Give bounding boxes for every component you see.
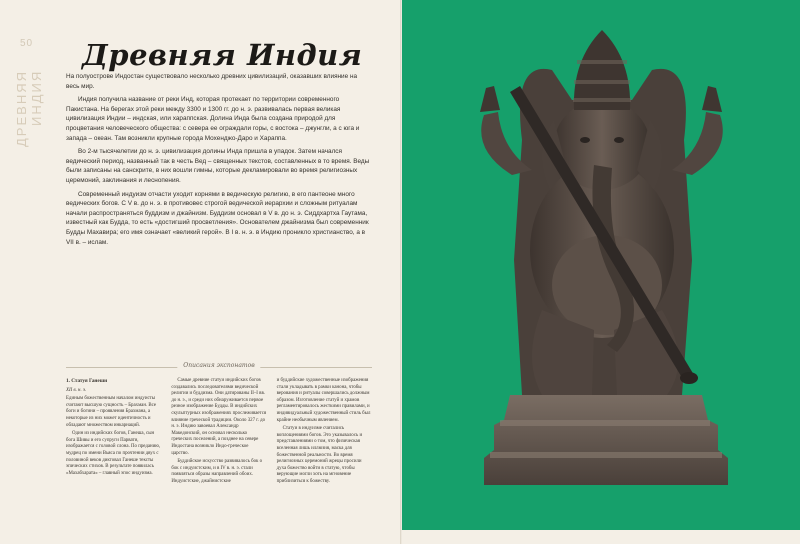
crown-band [577, 60, 627, 64]
caption-paragraph: Один из индийских богов, Ганеша, сын бога Шивы и его супруги Парвати, изображается с головой слона. По преданию, мудрец по имени Вьяса по прочтении двух с половиной веков диктовал Ганеше тексты эпических стихов. В результате появилась «Махабхарата» – главный эпос индуизма. [66, 431, 161, 476]
running-head: ДРЕВНЯЯ ИНДИЯ [14, 70, 44, 147]
paragraph-3: Во 2-м тысячелетии до н. э. цивилизация долины Инда пришла в упадок. Затем начался ведический период, названный так в честь Вед – священных текстов, составленных в то время. Веды были записаны на санскрите, в них вошли гимны, которые декламировали во время религиозных церемоний, заклинания и леснопения. [66, 148, 370, 184]
left-eye [580, 137, 590, 143]
caption-column-2 [171, 378, 266, 488]
caption-paragraph: и буддийские художественные изображения стали укладывать в рамки канона, чтобы верования и ритуалы совершались должным образом. Изготовление статуй и храмов регламентировалось жесткими правилами, и индивидуальный художественный стиль был крайне необычным явлением. [276, 378, 371, 423]
left-hand-shape [480, 86, 500, 112]
staff-end [680, 372, 698, 384]
right-page [402, 0, 800, 544]
caption-paragraph: Самые древние статуи индийских богов создавались последователями ведической религии и буддизма. Они датированы II–I вв. до н. э., и среди них обнаруживается первое резное изображение Будды. В индийских скульптурных изображениях прослеживается влияние греческой традиции. Около 327 г. до н. э. Индию завоевал Александр Македонский, он основал несколько греческих поселений, а позднее на севере Индостана возникло Индо-греческое царство. [171, 378, 267, 456]
captions-header [66, 362, 372, 372]
paragraph-1: На полуострове Индостан существовало несколько древних цивилизаций, оказавших влияние на весь мир. [66, 73, 358, 90]
right-hand-shape [702, 86, 722, 112]
page-number: 50 [20, 38, 34, 49]
crown-band [573, 98, 631, 102]
captions-header-label: Описания экспонатов [177, 362, 260, 369]
caption-paragraph: Единым божественным началом индуисты считают высшую сущность – Брахман. Все боги и богини – проявления Брахмана, а некоторые из них может идентичность и обладают множеством инкарнаций. [66, 396, 157, 428]
pedestal-ledge-lower [490, 452, 722, 458]
exhibit-captions [66, 378, 372, 488]
caption-date: XII в. н. э. [66, 387, 87, 393]
right-eye [614, 137, 624, 143]
pedestal-shape [484, 395, 728, 485]
paragraph-4: Современный индуизм отчасти уходит корнями в ведическую религию, в его пантеоне много ведических богов. С V в. до н. э. в противовес строгой ведической иерархии и сложным ритуалам начали распространяться буддизм и джайнизм. Буддизм основал в V в. до н. э. Сиддхартха Гаутама, известный как Будда, то есть «достигший просветления». Основателем джайнизма был современник Будды Махавира; его имя означает «великий герой». В I в. н. э. в Индию проникло христианство, а в VII в. – ислам. [66, 190, 369, 246]
page-title: Древняя Индия [82, 38, 363, 72]
pedestal-ledge [500, 420, 710, 426]
paragraph-2: Индия получила название от реки Инд, которая протекает по территории современного Пакистана. На берегах этой реки между 3300 и 1300 гг. до н. э. развивалась первая великая цивилизация Индии – индская, или хараппская. Долина Инда была создана природой для процветания человеческого общества: с севера ее ограждали горы, с востока – джунгли, а с юга и запада – океан. Там возникли крупные города Мохенджо-Даро и Хараппа. [66, 96, 360, 142]
caption-title: 1. Статуя Ганеши [66, 378, 108, 384]
caption-paragraph: Буддийское искусство развивалось бок о бок с индуистским, и в IV в. н. э. стали появляться образы направлений обоих. Индуистские, джайнистские [171, 459, 263, 484]
crown-band [574, 80, 630, 84]
caption-paragraph: Статуи в индуизме считались воплощениями богов. Это указывалось и представлениями о том, что физическая вселенная лишь иллюзия, маска для божественной реальности. Во время религиозных церемоний жрецы просили духа божество войти в статую, чтобы верующие могли хоть на мгновение приблизиться к божеству. [276, 426, 363, 484]
main-text [66, 72, 372, 251]
caption-column-3 [277, 378, 372, 488]
caption-column-1 [66, 378, 161, 488]
ganesha-statue-image [402, 0, 800, 530]
